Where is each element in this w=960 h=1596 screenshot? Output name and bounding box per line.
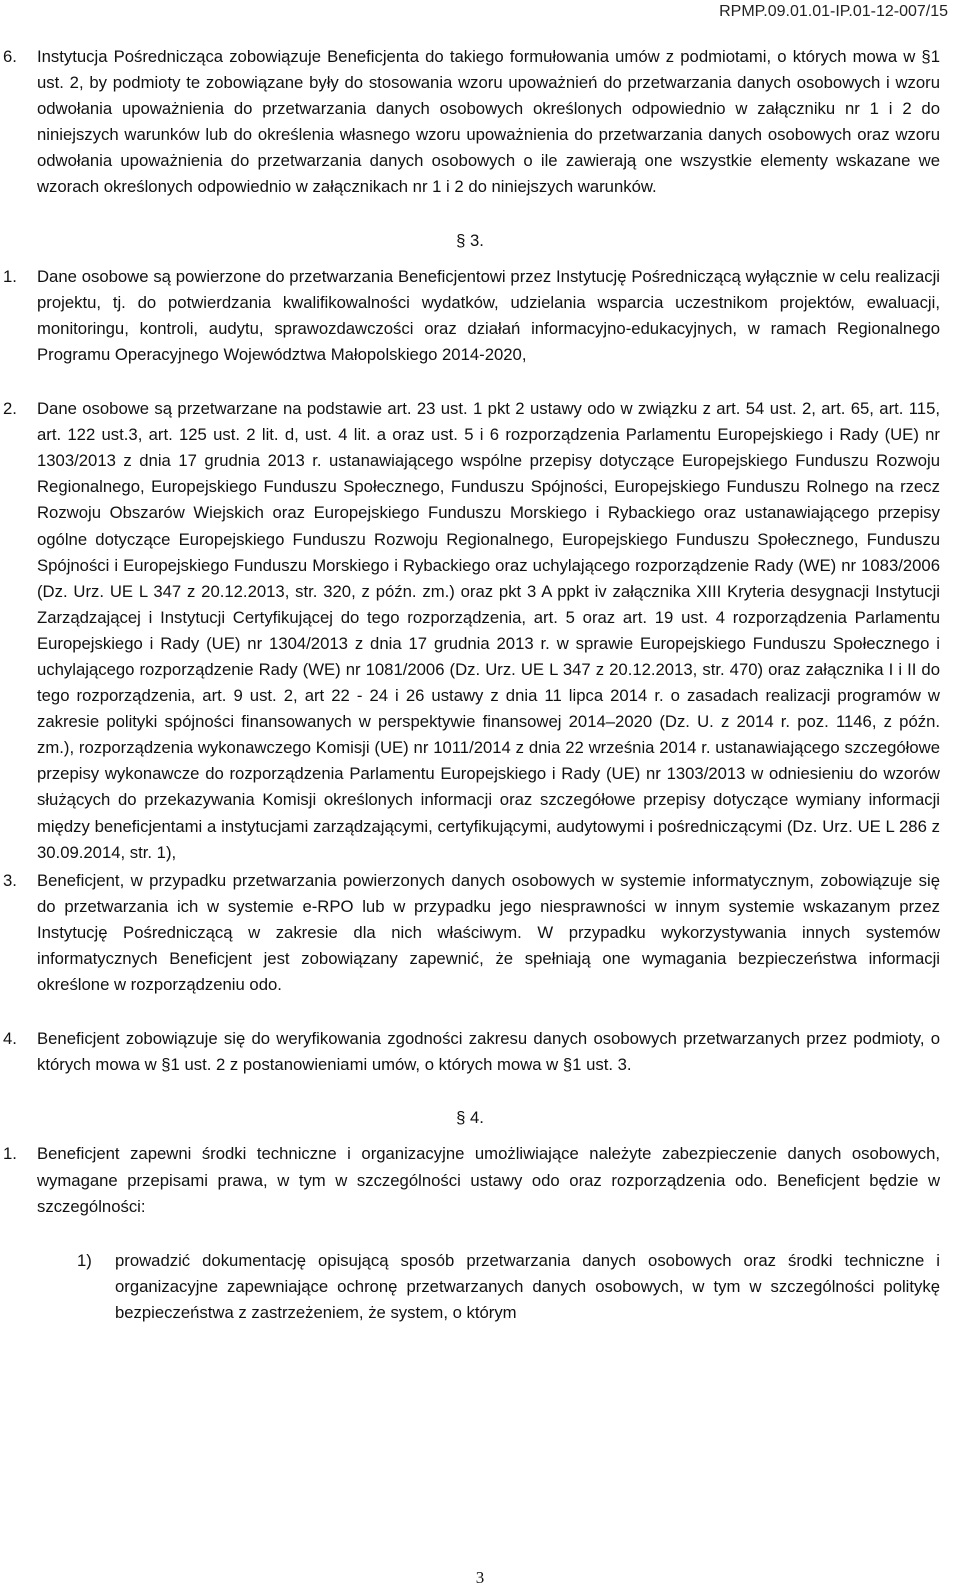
item-number: 6.: [3, 47, 17, 66]
item-text: Instytucja Pośrednicząca zobowiązuje Beneficjenta do takiego formułowania umów z podmiotami, o których mowa w §1 ust. 2, by podmioty te zobowiązane były do stosowania wzoru upoważnień do przetwarzania danych osobowych i wzoru odwołania upoważnienia do przetwarzania danych osobowych określonych odpowiednio w załączniku nr 1 i 2 do niniejszych warunków lub do określenia własnego wzoru upoważnienia do przetwarzania danych osobowych oraz wzoru odwołania upoważnienia do przetwarzania danych osobowych o ile zawierają one wszystkie elementy wskazane we wzorach określonych odpowiednio w załącznikach nr 1 i 2 do niniejszych warunków.: [37, 47, 940, 197]
item-number: 3.: [3, 870, 17, 890]
paragraph-2: [0, 396, 960, 866]
item-number: 4.: [3, 1029, 17, 1049]
subitem-number: 1): [77, 1250, 92, 1270]
item-text: Beneficjent zapewni środki techniczne i organizacyjne umożliwiające należyte zabezpieczenie danych osobowych, wymagane przepisami prawa, w tym w szczególności ustawy odo oraz rozporządzenia odo. Beneficjent będzie w szczególności:: [37, 1144, 940, 1216]
document-body: [0, 44, 960, 1326]
subitem-text: prowadzić dokumentację opisującą sposób przetwarzania danych osobowych oraz środki techniczne i organizacyjne zapewniające ochronę przetwarzanych danych osobowych, w tym w szczególności politykę bezpieczeństwa z zastrzeżeniem, że system, o którym: [115, 1250, 940, 1322]
paragraph-4-1: [0, 1141, 960, 1219]
item-text: Dane osobowe są przetwarzane na podstawie art. 23 ust. 1 pkt 2 ustawy odo w związku z art. 54 ust. 2, art. 65, art. 115, art. 122 ust.3, art. 125 ust. 2 lit. d, ust. 4 lit. a oraz ust. 5 i 6 rozporządzenia Parlamentu Europejskiego i Rady (UE) nr 1303/2013 z dnia 17 grudnia 2013 r. ustanawiającego wspólne przepisy dotyczące Europejskiego Funduszu Rozwoju Regionalnego, Europejskiego Funduszu Społecznego, Funduszu Spójności, Europejskiego Funduszu Rolnego na rzecz Rozwoju Obszarów Wiejskich oraz Europejskiego Funduszu Morskiego i Rybackiego oraz ustanawiającego przepisy ogólne dotyczące Europejskiego Funduszu Rozwoju Regionalnego, Europejskiego Funduszu Społecznego, Funduszu Spójności i Europejskiego Funduszu Morskiego i Rybackiego oraz uchylającego rozporządzenie Rady (WE) nr 1083/2006 (Dz. Urz. UE L 347 z 20.12.2013, str. 320, z późn. zm.) oraz pkt 3 A ppkt iv załącznika XIII Kryteria desygnacji Instytucji Zarządzającej i Instytucji Certyfikującej do tego rozporządzenia, art. 5 oraz art. 19 ust. 4 rozporządzenia Parlamentu Europejskiego i Rady (UE) nr 1304/2013 z dnia 17 grudnia 2013 r. w sprawie Europejskiego Funduszu Społecznego i uchylającego rozporządzenie Rady (WE) nr 1081/2006 (Dz. Urz. UE L 347 z 20.12.2013, str. 470) oraz załącznika I i II do tego rozporządzenia, art. 9 ust. 2, art 22 - 24 i 26 ustawy z dnia 11 lipca 2014 r. o zasadach realizacji programów w zakresie polityki spójności finansowanych w perspektywie finansowej 2014–2020 (Dz. U. z 2014 r. poz. 1146, z późn. zm.), rozporządzenia wykonawczego Komisji (UE) nr 1011/2014 z dnia 22 września 2014 r. ustanawiającego szczegółowe przepisy wykonawcze do rozporządzenia Parlamentu Europejskiego i Rady (UE) nr 1303/2013 w odniesieniu do wzorów służących do przekazywania Komisji określonych informacji oraz szczegółowe przepisy dotyczące wymiany informacji między beneficjentami a instytucjami zarządzającymi, certyfikującymi, audytowymi i pośredniczącymi (Dz. Urz. UE L 286 z 30.09.2014, str. 1),: [37, 399, 940, 862]
paragraph-3: [0, 868, 960, 998]
item-number: 1.: [3, 1144, 17, 1164]
paragraph-4: [0, 1026, 960, 1078]
document-id-header: RPMP.09.01.01-IP.01-12-007/15: [719, 3, 948, 20]
section-heading-3: § 3.: [456, 230, 484, 250]
item-number: 2.: [3, 399, 17, 419]
item-text: Dane osobowe są powierzone do przetwarzania Beneficjentowi przez Instytucję Pośredniczącą wyłącznie w celu realizacji projektu, tj. do potwierdzania kwalifikowalności wydatków, udzielania wsparcia uczestnikom projektów, ewaluacji, monitoringu, kontroli, audytu, sprawozdawczości oraz działań informacyjno-edukacyjnych, w ramach Regionalnego Programu Operacyjnego Województwa Małopolskiego 2014-2020,: [37, 266, 940, 364]
item-text: Beneficjent zobowiązuje się do weryfikowania zgodności zakresu danych osobowych przetwarzanych przez podmioty, o których mowa w §1 ust. 2 z postanowieniami umów, o których mowa w §1 ust. 3.: [37, 1029, 940, 1075]
item-number: 1.: [3, 266, 17, 286]
page-number: 3: [475, 1568, 485, 1587]
paragraph-6: [0, 44, 960, 201]
subitem-1: [0, 1248, 960, 1326]
paragraph-1: [0, 264, 960, 368]
item-text: Beneficjent, w przypadku przetwarzania powierzonych danych osobowych w systemie informatycznym, zobowiązuje się do przetwarzania ich w systemie e-RPO lub w przypadku jego niesprawności w innym systemie wskazanym przez Instytucję Pośredniczącą w zakresie dla nich właściwym. W przypadku wykorzystywania innych systemów informatycznych Beneficjent jest zobowiązany zapewnić, że spełniają one wymagania bezpieczeństwa informacji określone w rozporządzeniu odo.: [37, 870, 940, 995]
section-heading-4: § 4.: [456, 1108, 484, 1128]
